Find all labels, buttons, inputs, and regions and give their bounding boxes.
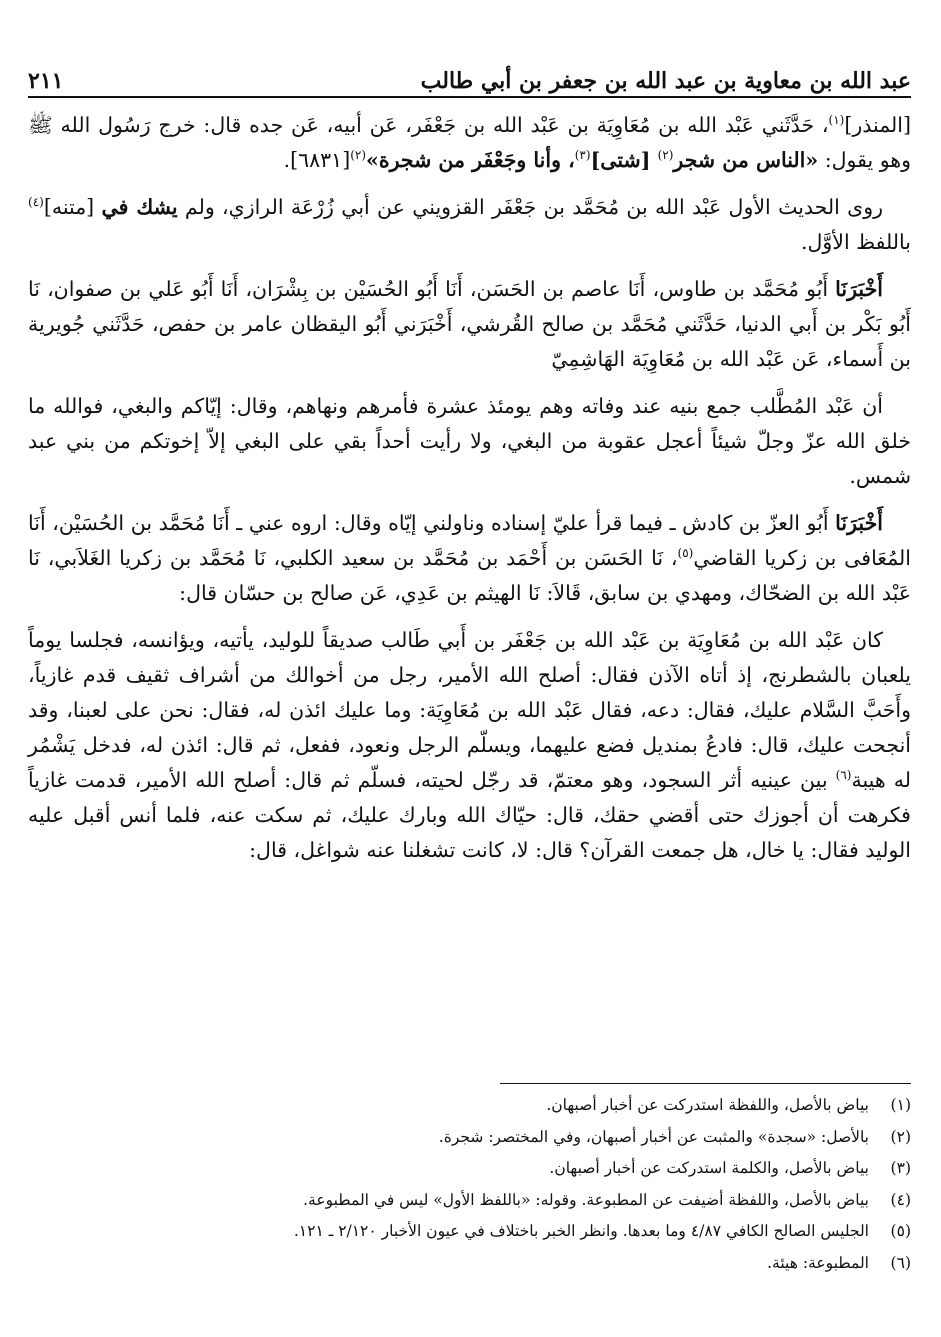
p2-text-3: باللفظ الأوَّل. — [800, 230, 911, 254]
p3-lead: أَخْبَرَنَا — [835, 277, 883, 301]
footnote-number: (٢) — [890, 1127, 911, 1146]
footnote-rule — [500, 1083, 911, 1084]
paragraph-6 — [28, 623, 911, 868]
p4-text: أن عَبْد المُطَّلب جمع بنيه عند وفاته وهم يومئذ عشرة فأمرهم ونهاهم، وقال: إيّاكم والبغي، فوالله ما خلق الله عزّ وجلّ شيئاً أعجل عقوبة من البغي، ولا رأيت أحداً بقي على البغي إلاّ إخوتكم من بني عبد شمس. — [28, 394, 911, 488]
footnote-text: المطبوعة: هيئة. — [767, 1253, 869, 1272]
footnote-text: بياض بالأصل، واللفظة أضيفت عن المطبوعة. وقوله: «باللفظ الأول» ليس في المطبوعة. — [303, 1190, 869, 1209]
p1-quote: «الناس من شجر — [673, 148, 819, 172]
p2-bold: يشك في — [101, 195, 178, 219]
footnote-text: الجليس الصالح الكافي ٤/٨٧ وما بعدها. وانظر الخبر باختلاف في عيون الأخبار ٢/١٢٠ ـ ١٢١. — [293, 1222, 869, 1240]
p2-text-1: روى الحديث الأول عَبْد الله بن مُحَمَّد بن جَعْفَر القزويني عن أبي زُرْعَة الرازي، ولم — [177, 195, 884, 219]
footnote-ref-1: (١) — [828, 113, 845, 128]
footnote-item — [28, 1248, 911, 1280]
footnote-ref-2: (٢) — [657, 148, 674, 163]
page-number: ٢١١ — [28, 68, 64, 94]
footnote-number: (١) — [890, 1096, 911, 1114]
footnote-ref-4: (٤) — [28, 195, 44, 210]
p1-text-1: [المنذر] — [844, 113, 911, 137]
paragraph-4 — [28, 389, 911, 494]
p6-text-2: بين عينيه أثر السجود، وهو معتمّ، قد رجّل لحيته، فسلّم ثم قال: أصلح الله الأمير، قدمت غازياً فكرهت أن أجوزك حتى أقضي حقك، قال: حيّاك الله وبارك عليك، ثم سكت عنه، فلما أنس أقبل عليه الوليد فقال: يا خال، هل جمعت القرآن؟ قال: لا، كانت تشغلنا عنه شواغل، قال: — [28, 768, 911, 862]
footnote-number: (٣) — [890, 1159, 911, 1177]
p2-text-2: [متنه] — [43, 195, 102, 219]
running-title: عبد الله بن معاوية بن عبد الله بن جعفر بن أبي طالب — [420, 68, 911, 94]
p1-text-4: ، وأنا وجَعْفَر من شجرة» — [366, 148, 575, 172]
paragraph-3 — [28, 272, 911, 377]
footnote-item — [28, 1122, 911, 1154]
p1-text-3: [شتى] — [590, 148, 658, 172]
footnote-item — [28, 1090, 911, 1122]
footnote-number: (٤) — [890, 1190, 911, 1209]
p1-text-2: ، حَدَّثَني عَبْد الله بن مُعَاوِيَة بن عَبْد الله بن جَعْفَر، عَن أبيه، عَن جده قال: خرج رَسُول الله ﷺ وهو يقول: — [28, 113, 911, 172]
footnote-number: (٦) — [890, 1253, 911, 1272]
footnote-ref-5: (٥) — [677, 546, 694, 561]
footnote-ref-6: (٦) — [835, 768, 852, 783]
footnote-ref-2b: (٢) — [350, 148, 367, 163]
paragraph-2 — [28, 190, 911, 260]
footnote-item — [28, 1153, 911, 1185]
header-rule — [28, 96, 911, 98]
p6-text-1: كان عَبْد الله بن مُعَاوِيَة بن عَبْد الله بن جَعْفَر بن أَبي طَالب صديقاً للوليد، يأتيه، ويؤانسه، فجلسا يوماً يلعبان بالشطرنج، إذ أتاه الآذن فقال: أصلح الله الأمير، رجل من أخوالك من أشراف ثقيف قدم غازياً، وأَحَبَّ السَّلام عليك، فقال: دعه، فقال عَبْد الله بن مُعَاوِيَة: وما عليك ائذن له، فقال: نحن على لعبنا، وقد أنجحت عليك، قال: فادعُ بمنديل فضع عليهما، ويسلّم الرجل ونعود، ففعل، ثم قال: ائذن له، فدخل يَشْمُر له هيبة — [28, 628, 911, 792]
footnote-ref-3: (٣) — [574, 148, 591, 163]
footnote-text: بالأصل: «سجدة» والمثبت عن أخبار أصبهان، وفي المختصر: شجرة. — [438, 1127, 869, 1146]
paragraph-1 — [28, 108, 911, 178]
page-header — [28, 52, 911, 92]
footnote-text: بياض بالأصل، واللفظة استدركت عن أخبار أصبهان. — [546, 1096, 869, 1114]
paragraph-5 — [28, 506, 911, 611]
p3-text: أَبُو مُحَمَّد بن طاوس، أَنَا عاصم بن الحَسَن، أَنَا أَبُو الحُسَيْن بن بِشْرَان، أَنَا أَبُو عَلي بن صفوان، نَا أَبُو بَكْر بن أَبي الدنيا، حَدَّثَني مُحَمَّد بن صالح القُرشي، أَخْبَرَني أَبُو اليقظان عامر بن حفص، حَدَّثَني جُويرية بن أَسماء، عَن عَبْد الله بن مُعَاوِيَة الهَاشِمِيّ — [28, 277, 911, 371]
footnote-item — [28, 1216, 911, 1248]
footnote-text: بياض بالأصل، والكلمة استدركت عن أخبار أصبهان. — [549, 1159, 869, 1177]
p5-text-1: أَبُو العزّ بن كادش ـ فيما قرأ عليّ إسناده وناولني إيّاه وقال: اروه عني ـ أَنَا مُحَمَّد بن الحُسَيْن، أَنَا المُعَافى بن زكريا القاضي — [28, 511, 911, 570]
p5-text-2: ، نَا الحَسَن بن أَحْمَد بن مُحَمَّد بن سعيد الكلبي، نَا مُحَمَّد بن زكريا الغَلاَبي، نَا عَبْد الله بن الضحّاك، ومهدي بن سابق، قَالاَ: نَا الهيثم بن عَدِي، عَن صالح بن حسّان قال: — [28, 546, 911, 605]
footnote-item — [28, 1185, 911, 1217]
p1-text-5: [٦٨٣١]. — [283, 148, 351, 172]
main-text — [28, 108, 911, 880]
p5-lead: أَخْبَرَنَا — [835, 511, 883, 535]
footnotes — [28, 1090, 911, 1279]
footnote-number: (٥) — [890, 1222, 911, 1240]
